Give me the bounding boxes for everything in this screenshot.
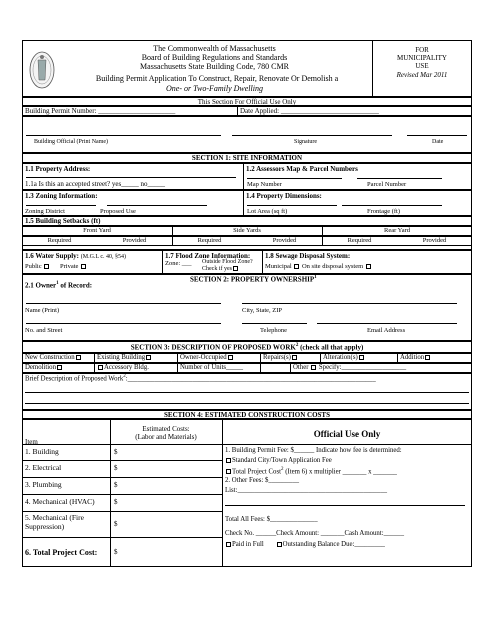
header-line-1: The Commonwealth of Massachusetts — [153, 44, 276, 53]
official-name-line[interactable] — [26, 135, 221, 136]
section3-title: SECTION 3: DESCRIPTION OF PROPOSED WORK — [130, 343, 296, 352]
total-fees-field[interactable]: Total All Fees: $______________ — [225, 516, 318, 523]
paid-full-checkbox[interactable] — [226, 542, 231, 547]
official-name-label: Building Official (Print Name) — [34, 139, 109, 145]
check-cash-field[interactable]: Check No. ______Check Amount: _______Cash Amount:______ — [225, 530, 404, 537]
date-line[interactable] — [407, 135, 467, 136]
check-if-yes-label: Check if yes — [202, 266, 232, 272]
sewage-label: 1.8 Sewage Disposal System: — [265, 252, 351, 260]
cost-row-hvac: 4. Mechanical (HVAC) — [25, 497, 95, 506]
section3-sup: 2 — [295, 343, 299, 348]
other-checkbox[interactable] — [311, 365, 316, 370]
private-checkbox[interactable] — [81, 264, 86, 269]
list-line-2[interactable] — [225, 505, 465, 506]
proposed-use-line[interactable] — [107, 205, 207, 206]
alterations-checkbox[interactable] — [359, 355, 364, 360]
labor-header: (Labor and Materials) — [135, 433, 197, 441]
side-yards-label: Side Yards — [233, 227, 261, 234]
new-construction-label: New Construction — [25, 354, 75, 361]
side-label-2: MUNICIPALITY — [397, 54, 447, 62]
item-header: Item — [25, 438, 38, 446]
flood-zone-label: 1.7 Flood Zone Information: — [165, 252, 251, 260]
cost-row-fire: 5. Mechanical (Fire Suppression) — [25, 513, 84, 531]
new-construction-checkbox[interactable] — [76, 355, 81, 360]
demolition-checkbox[interactable] — [57, 365, 62, 370]
standard-fee-label: Standard City/Town Application Fee — [232, 457, 332, 464]
zoning-district-line[interactable] — [26, 205, 96, 206]
section3-title-tail: (check all that apply) — [298, 343, 364, 352]
cost-row-plumbing: 3. Plumbing — [25, 480, 62, 489]
header-line-2: Board of Building Regulations and Standards — [141, 53, 288, 62]
cost-row-building: 1. Building — [25, 447, 59, 456]
cost-total-dollar[interactable]: $ — [114, 548, 118, 556]
frontage-label: Frontage (ft) — [367, 208, 401, 215]
cost-row-electrical: 2. Electrical — [25, 463, 62, 472]
brief-line-3[interactable] — [25, 403, 469, 404]
outstanding-field[interactable]: Outstanding Balance Due:_________ — [282, 541, 385, 548]
city-state-zip-label: City, State, ZIP — [242, 307, 283, 314]
brief-description-field[interactable]: :_________________________________________________________________________ — [125, 375, 376, 383]
other-fees-field[interactable]: 2. Other Fees: $_________ — [225, 477, 300, 484]
zoning-district-label: Zoning District — [25, 208, 65, 215]
rear-provided[interactable]: Provided — [422, 237, 447, 244]
standard-fee-checkbox[interactable] — [226, 458, 231, 463]
existing-building-label: Existing Building — [97, 354, 146, 361]
list-field[interactable]: List:____________________________________________ — [225, 487, 387, 494]
demolition-label: Demolition — [25, 364, 56, 371]
section2-title: SECTION 2: PROPERTY OWNERSHIP — [190, 275, 315, 284]
public-label: Public — [25, 263, 42, 270]
official-banner: This Section For Official Use Only — [197, 98, 297, 106]
cost-fire-dollar[interactable]: $ — [114, 520, 118, 528]
property-address-label: 1.1 Property Address: — [25, 165, 91, 173]
owner-name-line[interactable] — [26, 303, 221, 304]
rear-required[interactable]: Required — [347, 237, 372, 244]
zoning-label: 1.3 Zoning Information: — [25, 192, 98, 200]
telephone-label: Telephone — [260, 327, 287, 334]
private-label: Private — [60, 263, 79, 270]
accessory-checkbox[interactable] — [98, 365, 103, 370]
parcel-number-line[interactable] — [357, 178, 442, 179]
outside-flood-label: Outside Flood Zone? — [202, 259, 253, 265]
addition-checkbox[interactable] — [425, 355, 430, 360]
municipal-checkbox[interactable] — [294, 264, 299, 269]
owner-label-tail: of Record: — [58, 281, 93, 290]
water-supply-label: 1.6 Water Supply: — [25, 252, 80, 260]
date-applied-field[interactable]: Date Applied: ____________________________ — [240, 107, 379, 115]
owner-label: 2.1 Owner — [25, 281, 57, 290]
lot-area-label: Lot Area (sq ft) — [247, 208, 288, 215]
front-required[interactable]: Required — [47, 237, 72, 244]
cost-row-total: 6. Total Project Cost: — [25, 548, 98, 557]
brief-description-label: Brief Description of Proposed Work — [25, 375, 124, 383]
brief-line-2[interactable] — [25, 392, 469, 393]
specify-field[interactable]: Specify:___________________ — [318, 364, 407, 371]
front-yard-label: Front Yard — [83, 227, 111, 234]
side-required[interactable]: Required — [197, 237, 222, 244]
cost-electrical-dollar[interactable]: $ — [114, 464, 118, 472]
alterations-label: Alteration(s) — [323, 354, 358, 361]
other-label: Other — [293, 364, 309, 371]
date-label: Date — [432, 139, 444, 145]
revision-date: Revised Mar 2011 — [396, 71, 448, 79]
cost-plumbing-dollar[interactable]: $ — [114, 481, 118, 489]
water-supply-ref: (M.G.L c. 40, §54) — [80, 254, 127, 260]
side-provided[interactable]: Provided — [272, 237, 297, 244]
email-line[interactable] — [317, 323, 457, 324]
rear-yard-label: Rear Yard — [384, 227, 410, 234]
header-line-5: One- or Two-Family Dwelling — [166, 84, 263, 93]
section1-title: SECTION 1: SITE INFORMATION — [191, 154, 303, 162]
total-cost-checkbox[interactable] — [226, 469, 231, 474]
city-state-line[interactable] — [242, 303, 457, 304]
signature-line[interactable] — [232, 135, 392, 136]
header-line-3: Massachusetts State Building Code, 780 CMR — [140, 62, 289, 71]
owner-occupied-checkbox[interactable] — [228, 355, 233, 360]
cost-hvac-dollar[interactable]: $ — [114, 498, 118, 506]
owner-occupied-label: Owner-Occupied — [180, 354, 227, 361]
accessory-label: Accessory Bldg. — [104, 364, 149, 371]
cost-building-dollar[interactable]: $ — [114, 448, 118, 456]
front-provided[interactable]: Provided — [122, 237, 147, 244]
units-field[interactable]: Number of Units_____ — [180, 364, 244, 371]
existing-building-checkbox[interactable] — [146, 355, 151, 360]
property-dimensions-label: 1.4 Property Dimensions: — [246, 192, 322, 200]
map-number-line[interactable] — [247, 178, 342, 179]
zone-field[interactable]: Zone: ___ — [165, 260, 192, 267]
multiplier-field[interactable]: (Item 6) x multiplier _______ x _______ — [283, 468, 397, 476]
state-seal-icon — [28, 46, 56, 96]
fee-building-permit[interactable]: 1. Building Permit Fee: $______ Indicate how fee is determined: — [225, 447, 402, 454]
flood-checkbox[interactable] — [233, 266, 238, 271]
side-label-3: USE — [415, 62, 429, 70]
on-site-label: On site disposal system — [301, 263, 364, 270]
public-checkbox[interactable] — [44, 264, 49, 269]
street-label: No. and Street — [25, 327, 63, 334]
official-use-header: Official Use Only — [313, 429, 381, 439]
telephone-line[interactable] — [242, 323, 307, 324]
on-site-checkbox[interactable] — [366, 264, 371, 269]
owner-name-label: Name (Print) — [25, 307, 60, 314]
addition-label: Addition — [400, 354, 425, 361]
email-label: Email Address — [367, 327, 406, 334]
section4-title: SECTION 4: ESTIMATED CONSTRUCTION COSTS — [164, 411, 330, 419]
accepted-street-field[interactable]: 1.1a Is this an accepted street? yes_____ no_____ — [25, 180, 165, 188]
repairs-label: Repairs(s) — [263, 354, 291, 361]
total-cost-label: Total Project Cost — [232, 468, 281, 476]
setbacks-label: 1.5 Building Setbacks (ft) — [25, 217, 101, 225]
municipal-label: Municipal — [265, 263, 292, 270]
frontage-line[interactable] — [342, 205, 442, 206]
outstanding-checkbox[interactable] — [277, 542, 282, 547]
signature-label: Signature — [294, 139, 317, 145]
lot-area-line[interactable] — [247, 205, 337, 206]
paid-full-label: Paid in Full — [232, 541, 264, 548]
estimated-header: Estimated Costs: — [142, 425, 190, 433]
map-number-label: Map Number — [247, 181, 282, 188]
side-label-1: FOR — [415, 46, 429, 54]
header-line-4: Building Permit Application To Construct, Repair, Renovate Or Demolish a — [95, 74, 339, 83]
permit-number-field[interactable]: Building Permit Number: ______________________ — [25, 107, 176, 115]
assessors-label: 1.2 Assessors Map & Parcel Numbers — [246, 165, 358, 173]
repairs-checkbox[interactable] — [292, 355, 297, 360]
section2-sup: 1 — [314, 275, 317, 280]
street-line[interactable] — [26, 323, 221, 324]
parcel-number-label: Parcel Number — [367, 181, 407, 188]
property-address-line[interactable] — [26, 177, 236, 178]
proposed-use-label: Proposed Use — [100, 208, 136, 215]
